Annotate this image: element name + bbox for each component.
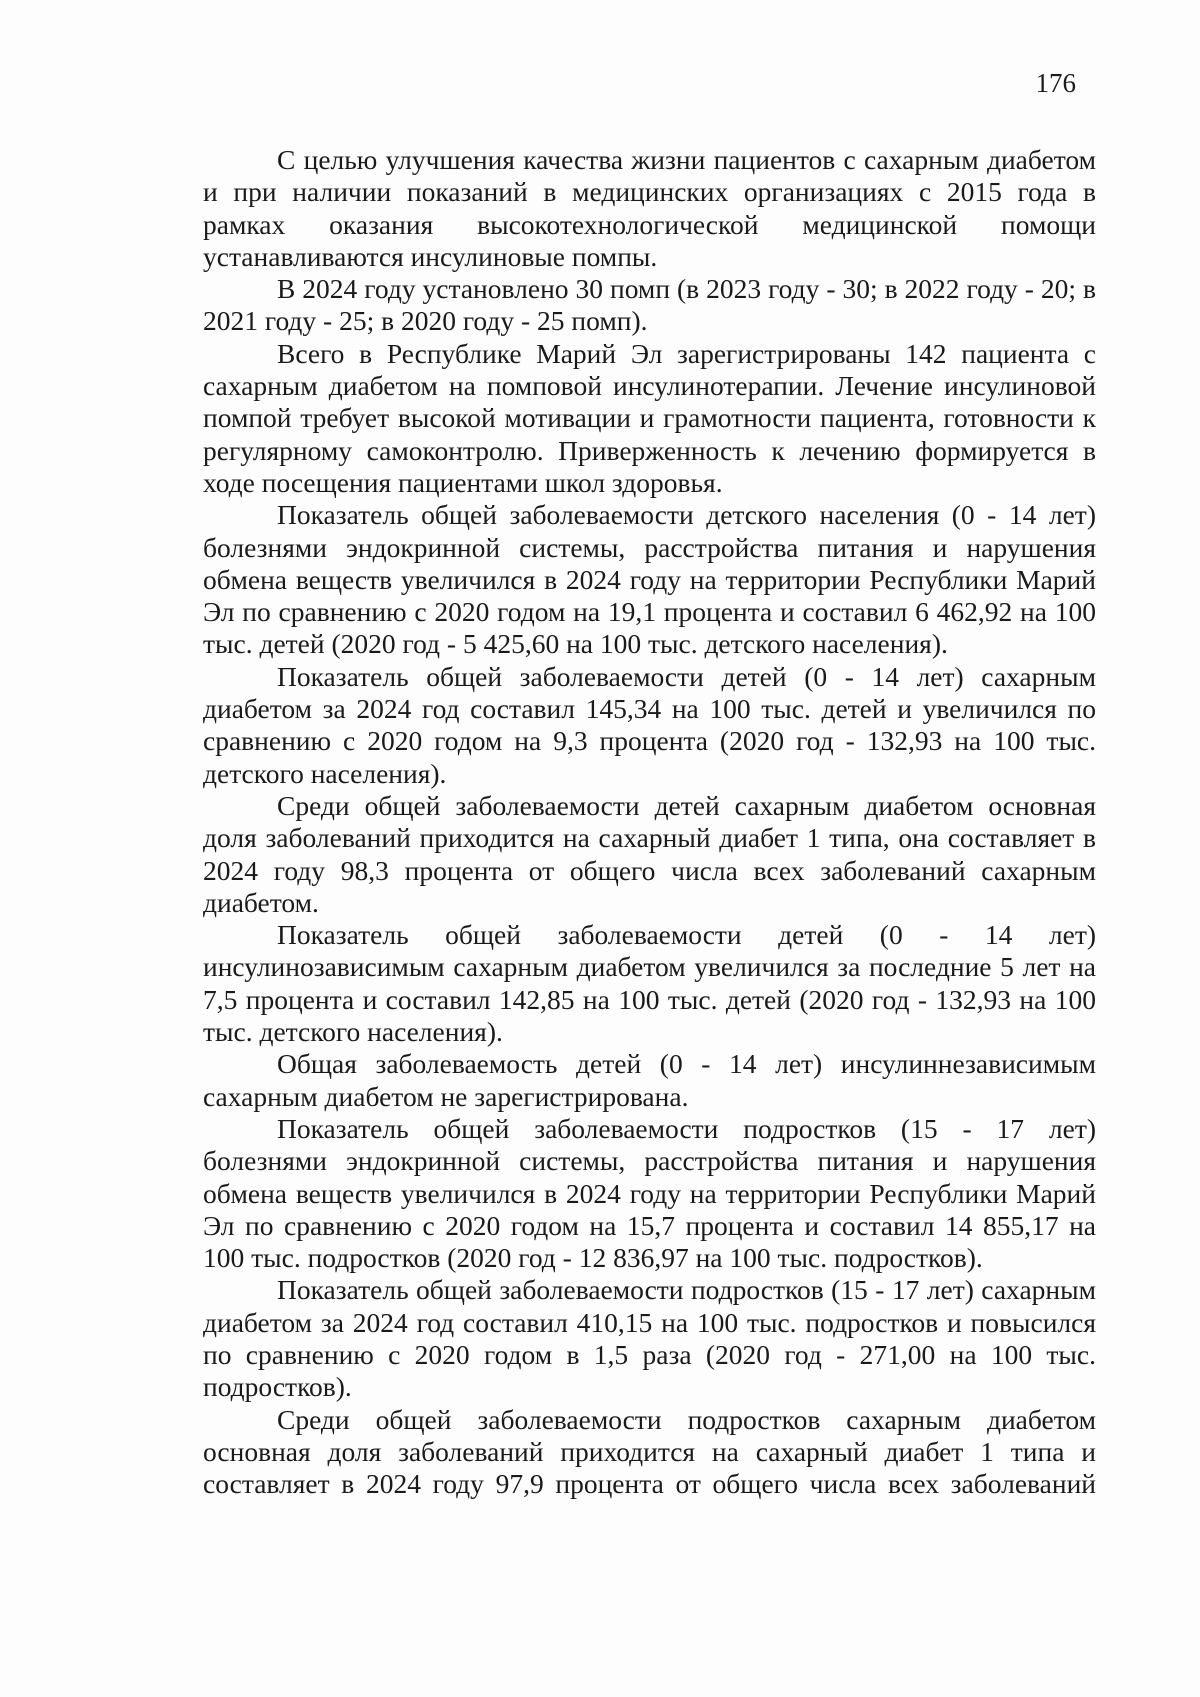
paragraph-teens-type1-share: Среди общей заболеваемости подростков сахарным диабетом основная доля заболеваний приходится на сахарный диабет 1 типа и составляет в 2024 году 97,9 процента от общего числа всех заболеваний xyxy=(203,1403,1096,1500)
paragraph-teens-diabetes-morbidity: Показатель общей заболеваемости подростков (15 - 17 лет) сахарным диабетом за 2024 год составил 410,15 на 100 тыс. подростков и повысился по сравнению с 2020 годом в 1,5 раза (2020 год - 271,00 на 100 тыс. подростков). xyxy=(203,1274,1096,1403)
paragraph-children-diabetes-morbidity: Показатель общей заболеваемости детей (0 - 14 лет) сахарным диабетом за 2024 год составил 145,34 на 100 тыс. детей и увеличился по сравнению с 2020 годом на 9,3 процента (2020 год - 132,93 на 100 тыс. детского населения). xyxy=(203,660,1096,789)
paragraph-children-endocrine-morbidity: Показатель общей заболеваемости детского населения (0 - 14 лет) болезнями эндокринной системы, расстройства питания и нарушения обмена веществ увеличился в 2024 году на территории Республики Марий Эл по сравнению с 2020 годом на 19,1 процента и составил 6 462,92 на 100 тыс. детей (2020 год - 5 425,60 на 100 тыс. детского населения). xyxy=(203,499,1096,660)
paragraph-pumps-installed: В 2024 году установлено 30 помп (в 2023 году - 30; в 2022 году - 20; в 2021 году - 25; в 2020 году - 25 помп). xyxy=(203,273,1096,337)
paragraph-pump-patients: Всего в Республике Марий Эл зарегистрированы 142 пациента с сахарным диабетом на помповой инсулинотерапии. Лечение инсулиновой помпой требует высокой мотивации и грамотности пациента, готовности к регулярному самоконтролю. Приверженность к лечению формируется в ходе посещения пациентами школ здоровья. xyxy=(203,337,1096,498)
paragraph-children-insulin-dependent: Показатель общей заболеваемости детей (0 - 14 лет) инсулинозависимым сахарным диабетом увеличился за последние 5 лет на 7,5 процента и составил 142,85 на 100 тыс. детей (2020 год - 132,93 на 100 тыс. детского населения). xyxy=(203,919,1096,1048)
paragraph-children-non-insulin-dependent: Общая заболеваемость детей (0 - 14 лет) инсулиннезависимым сахарным диабетом не зарегистрирована. xyxy=(203,1048,1096,1112)
paragraph-children-type1-share: Среди общей заболеваемости детей сахарным диабетом основная доля заболеваний приходится на сахарный диабет 1 типа, она составляет в 2024 году 98,3 процента от общего числа всех заболеваний сахарным диабетом. xyxy=(203,789,1096,918)
paragraph-insulin-pumps-intro: С целью улучшения качества жизни пациентов с сахарным диабетом и при наличии показаний в медицинских организациях с 2015 года в рамках оказания высокотехнологической медицинской помощи устанавливаются инсулиновые помпы. xyxy=(203,144,1096,272)
body-text xyxy=(203,144,1096,1500)
page-number: 176 xyxy=(1035,68,1076,98)
paragraph-teens-endocrine-morbidity: Показатель общей заболеваемости подростков (15 - 17 лет) болезнями эндокринной системы, расстройства питания и нарушения обмена веществ увеличился в 2024 году на территории Республики Марий Эл по сравнению с 2020 годом на 15,7 процента и составил 14 855,17 на 100 тыс. подростков (2020 год - 12 836,97 на 100 тыс. подростков). xyxy=(203,1112,1096,1274)
